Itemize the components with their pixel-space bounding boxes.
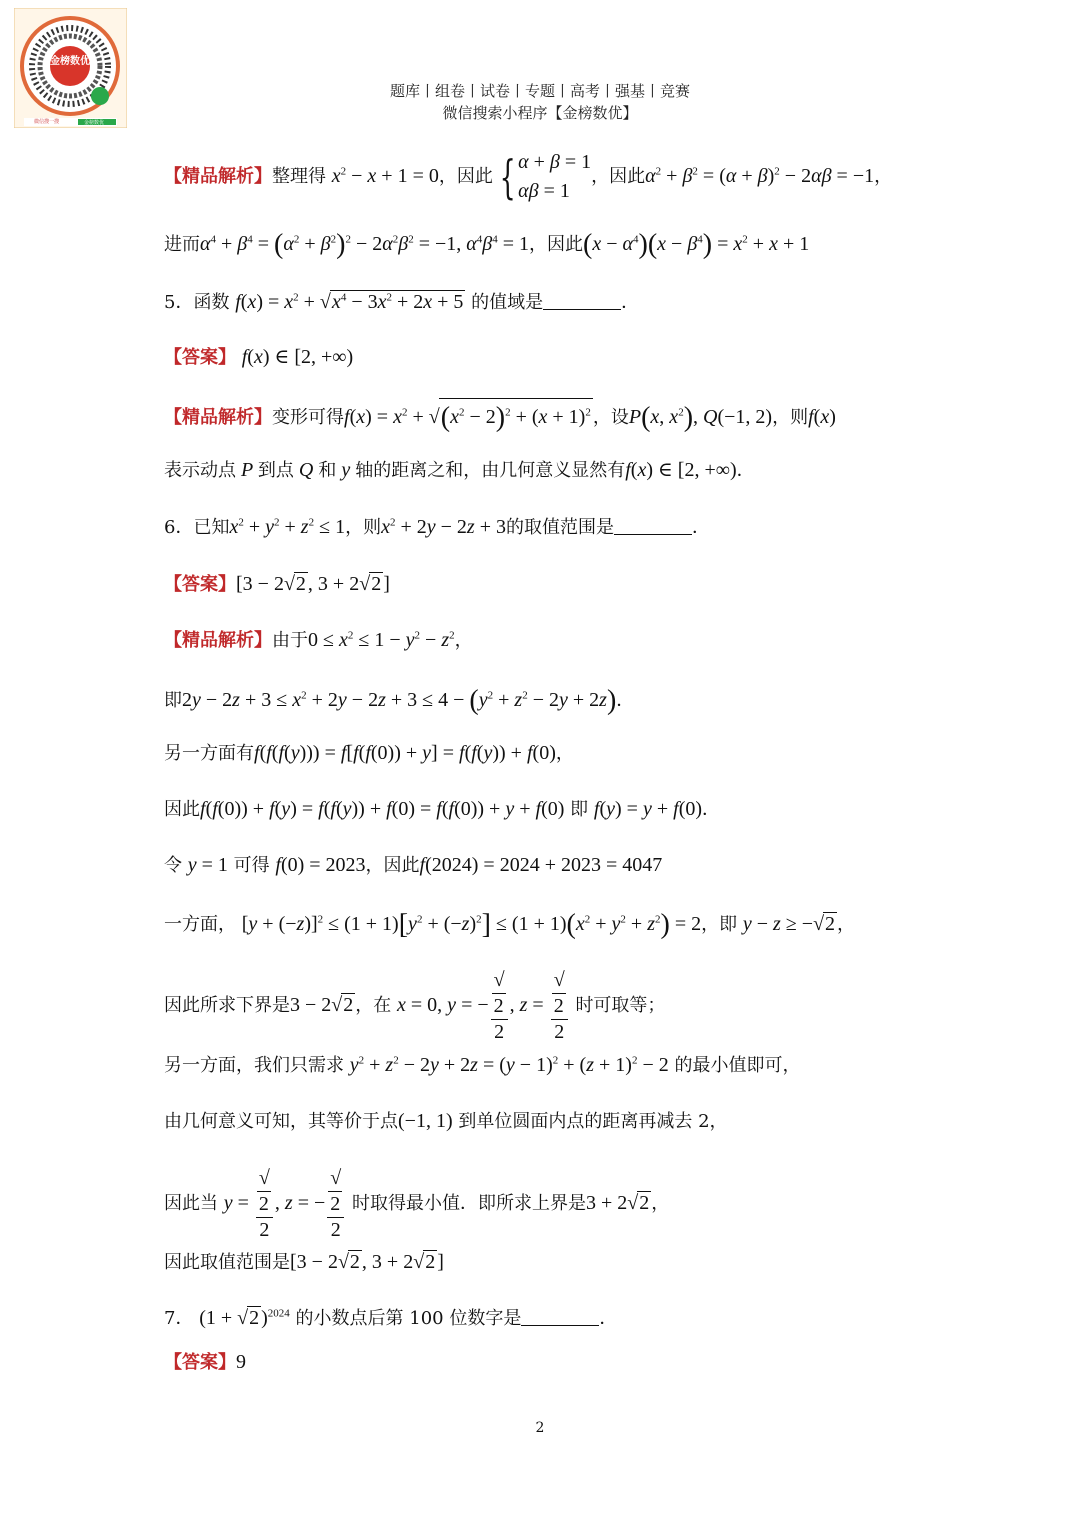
solution-line-1: 【精品解析】整理得 $x^2 - x + 1 = 0$，因此 { α + β = 1 αβ = 1，因此$\alpha^2 + \beta^2 = (\alpha + \beta)^2 - 2\alpha\beta = -1$，: [164, 150, 893, 204]
solution-6-line-8: 另一方面，我们只需求 $y^2 + z^2 - 2y + 2z = (y - 1)^2 + (z + 1)^2 - 2$ 的最小值即可，: [164, 1054, 801, 1076]
solution-6-line-9: 由几何意义可知，其等价于点(−1, 1) 到单位圆面内点的距离再减去 2，: [164, 1110, 728, 1132]
page-number: 2: [535, 1420, 545, 1436]
solution-6-line-1: 【精品解析】由于$0 \le x^2 \le 1 - y^2 - z^2$，: [164, 629, 473, 651]
solution-6-line-5: 令 y = 1 可得 f(0) = 2023，因此f(2024) = 2024 + 2023 = 4047: [164, 854, 663, 876]
question-5: 5．函数 $f(x) = x^2 + √x^4 - 3x^2 + 2x + 5$ 的值域是 ．: [164, 291, 640, 313]
solution-6-line-2: 即$2y - 2z + 3 \le x^2 + 2y - 2z + 3 \le 4 - (y^2 + z^2 - 2y + 2z)$．: [164, 685, 635, 716]
question-7: 7． (1 + √2 )$^{2024}$ 的小数点后第 100 位数字是 ．: [164, 1307, 618, 1329]
header-subtitle: 微信搜索小程序【金榜数优】: [442, 104, 638, 122]
answer-blank: [543, 293, 621, 310]
solution-6-line-7: 因此所求下界是3 − 2√2 ，在 x = 0, y = − √ 2 2 , z = √ 2 2 时可取等；: [164, 969, 666, 1043]
logo-footer-left: 微信搜一搜: [34, 119, 60, 125]
solution-6-line-6: 一方面， $[y + (-z)]^2 \le (1 + 1)[y^2 + (-z)^2] \le (1 + 1)(x^2 + y^2 + z^2) = 2$，即 y − z ≥ −√2 ，: [164, 909, 856, 940]
answer-5: 【答案】 f(x) ∈ [2, +∞): [164, 346, 354, 368]
header-nav: 题库丨组卷丨试卷丨专题丨高考丨强基丨竞赛: [389, 82, 690, 100]
question-6: 6．已知$x^2 + y^2 + z^2 \le 1$，则$x^2 + 2y - 2z + 3$的取值范围是 ．: [164, 516, 710, 538]
solution-5-line-2: 表示动点 P 到点 Q 和 y 轴的距离之和，由几何意义显然有f(x) ∈ [2, +∞)．: [164, 459, 755, 481]
answer-6: 【答案】[3 − 2√2 , 3 + 2√2 ]: [164, 573, 390, 595]
analysis-label: 【精品解析】: [164, 166, 272, 187]
solution-6-line-4: 因此f(f(0)) + f(y) = f(f(y)) + f(0) = f(f(0)) + y + f(0) 即 f(y) = y + f(0)．: [164, 798, 721, 820]
logo-footer-right: 金榜数优: [84, 120, 105, 126]
solution-5-line-1: 【精品解析】变形可得$f(x) = x^2 + √(x^2 - 2)^2 + (x + 1)^2$ ，设P(x, $x^2$), Q(−1, 2)，则f(x): [164, 398, 836, 435]
solution-6-line-10: 因此当 y = √ 2 2 , z = − √ 2 2 时取得最小值．即所求上界是3 + 2√2 ，: [164, 1167, 670, 1241]
answer-blank-7: [521, 1309, 599, 1326]
answer-blank-6: [614, 518, 692, 535]
answer-7-value: 9: [236, 1351, 246, 1373]
solution-6-line-11: 因此取值范围是[3 − 2√2 , 3 + 2√2 ]: [164, 1251, 444, 1273]
solution-6-line-3: 另一方面有f(f(f(y))) = f[f(f(0)) + y] = f(f(y)) + f(0)，: [164, 742, 574, 764]
logo-center-text: 金榜数优: [50, 56, 90, 67]
solution-line-2: 进而$\alpha^4 + \beta^4 = (\alpha^2 + \beta^2)^2 - 2\alpha^2\beta^2 = -1$, $\alpha^4\beta^4 = 1$，因此$(x - \alpha^4)(x - \beta^4) = x^2 + x + 1$: [164, 229, 810, 260]
answer-7: 【答案】9: [164, 1351, 246, 1373]
